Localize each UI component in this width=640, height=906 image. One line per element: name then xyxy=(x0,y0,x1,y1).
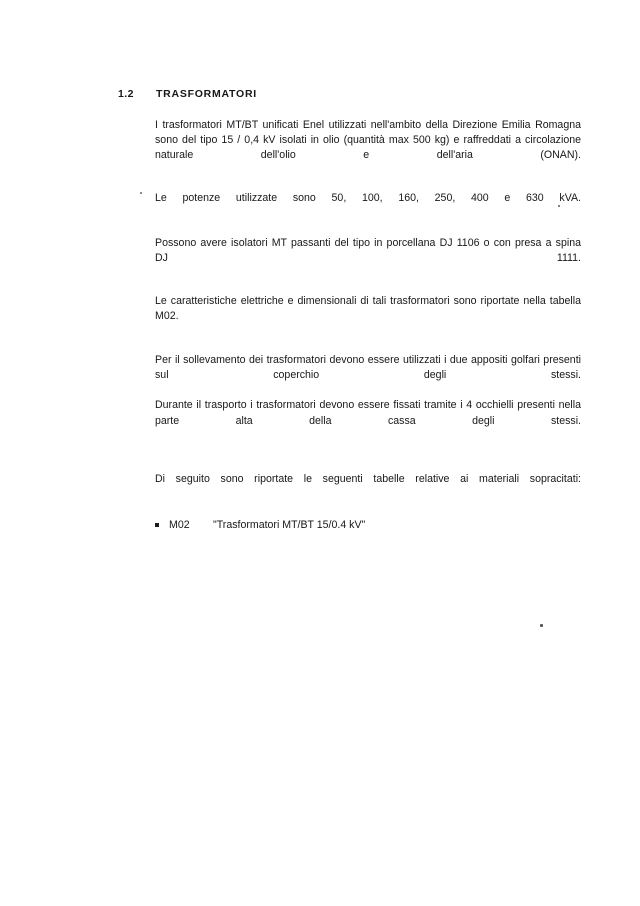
paragraph-lifting: Per il sollevamento dei trasformatori devono essere utilizzati i due appositi golfari presenti sul coperchio degli stessi. xyxy=(155,354,581,382)
paragraph-power-ratings: Le potenze utilizzate sono 50, 100, 160, 250, 400 e 630 kVA. xyxy=(155,192,581,205)
list-item xyxy=(155,518,581,533)
paragraph-characteristics: Le caratteristiche elettriche e dimensionali di tali trasformatori sono riportate nella tabella M02. xyxy=(155,294,581,322)
scan-speck-icon xyxy=(558,205,560,207)
body-text-column xyxy=(155,118,581,533)
section-number: 1.2 xyxy=(118,88,134,100)
paragraph-spacer xyxy=(155,444,581,472)
bullet-square-icon xyxy=(155,523,159,527)
paragraph-spacer xyxy=(155,502,581,518)
section-heading xyxy=(118,88,257,100)
paragraph-spacer xyxy=(155,222,581,236)
table-description: "Trasformatori MT/BT 15/0.4 kV" xyxy=(212,518,366,531)
paragraph-spacer xyxy=(155,339,581,353)
section-title: TRASFORMATORI xyxy=(156,88,257,100)
paragraph-intro: I trasformatori MT/BT unificati Enel utilizzati nell'ambito della Direzione Emilia Romagna sono del tipo 15 / 0,4 kV isolati in olio (quantità max 500 kg) e raffreddati a circolazione naturale dell'olio e dell'aria (ONAN). xyxy=(155,119,581,162)
paragraph-transport: Durante il trasporto i trasformatori devono essere fissati tramite i 4 occhielli presenti nella parte alta della cassa degli stessi. xyxy=(155,399,581,427)
paragraph-insulators: Possono avere isolatori MT passanti del tipo in porcellana DJ 1106 o con presa a spina DJ 1111. xyxy=(155,236,581,264)
scan-speck-icon xyxy=(140,192,142,194)
paragraph-spacer xyxy=(155,281,581,294)
paragraph-spacer xyxy=(155,178,581,191)
scan-speck-icon xyxy=(540,624,543,627)
table-code: M02 xyxy=(169,518,190,531)
paragraph-tables-intro: Di seguito sono riportate le seguenti tabelle relative ai materiali sopracitati: xyxy=(155,472,581,485)
